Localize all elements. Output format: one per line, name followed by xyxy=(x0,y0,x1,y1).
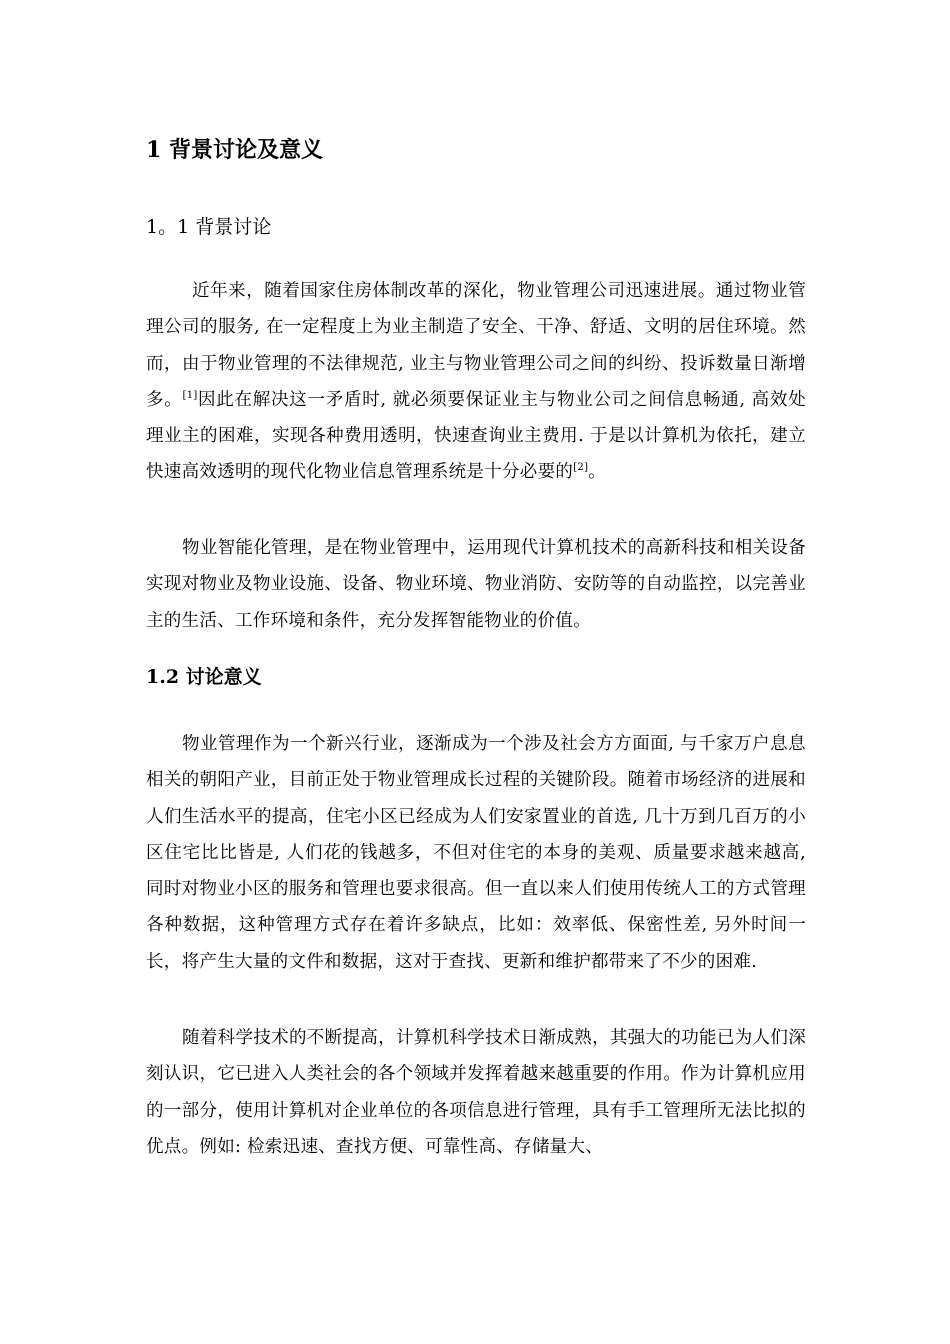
section-heading: 1 背景讨论及意义 xyxy=(146,137,323,163)
subsection-heading-background: 1。1 背景讨论 xyxy=(146,216,272,238)
paragraph-background-2: 物业智能化管理，是在物业管理中，运用现代计算机技术的高新科技和相关设备实现对物业及物业设施、设备、物业环境、物业消防、安防等的自动监控，以完善业主的生活、工作环境和条件，充分发挥智能物业的价值。 xyxy=(146,538,806,631)
paragraph-background-1 xyxy=(146,273,806,491)
paragraph-significance-1: 物业管理作为一个新兴行业，逐渐成为一个涉及社会方方面面, 与千家万户息息相关的朝阳产业，目前正处于物业管理成长过程的关键阶段。随着市场经济的进展和人们生活水平的提高，住宅小区已经成为人们安家置业的首选, 几十万到几百万的小区住宅比比皆是, 人们花的钱越多，不但对住宅的本身的美观、质量要求越来越高, 同时对物业小区的服务和管理也要求很高。但一直以来人们使用传统人工的方式管理各种数据，这种管理方式存在着许多缺点，比如：效率低、保密性差, 另外时间一长，将产生大量的文件和数据，这对于查找、更新和维护都带来了不少的困难. xyxy=(146,734,806,972)
citation-ref-1: [1] xyxy=(182,389,198,401)
paragraph-text: 近年来，随着国家住房体制改革的深化，物业管理公司迅速进展。通过物业管理公司的服务, 在一定程度上为业主制造了安全、干净、舒适、文明的居住环境。然而，由于物业管理的不法律规范, 业主与物业管理公司之间的纠纷、投诉数量日渐增多。 xyxy=(146,281,806,410)
paragraph-significance-2: 随着科学技术的不断提高，计算机科学技术日渐成熟，其强大的功能已为人们深刻认识，它已进入人类社会的各个领域并发挥着越来越重要的作用。作为计算机应用的一部分，使用计算机对企业单位的各项信息进行管理，具有手工管理所无法比拟的优点。例如: 检索迅速、查找方便、可靠性高、存储量大、 xyxy=(146,1028,806,1157)
paragraph-text: 。 xyxy=(588,462,607,483)
citation-ref-2: [2] xyxy=(573,462,589,474)
subsection-heading-significance: 1.2 讨论意义 xyxy=(146,666,262,688)
paragraph-text: 因此在解决这一矛盾时, 就必须要保证业主与物业公司之间信息畅通, 高效处理业主的困难，实现各种费用透明，快速查询业主费用. 于是以计算机为依托，建立快速高效透明的现代化物业信息管理系统是十分必要的 xyxy=(146,389,806,483)
